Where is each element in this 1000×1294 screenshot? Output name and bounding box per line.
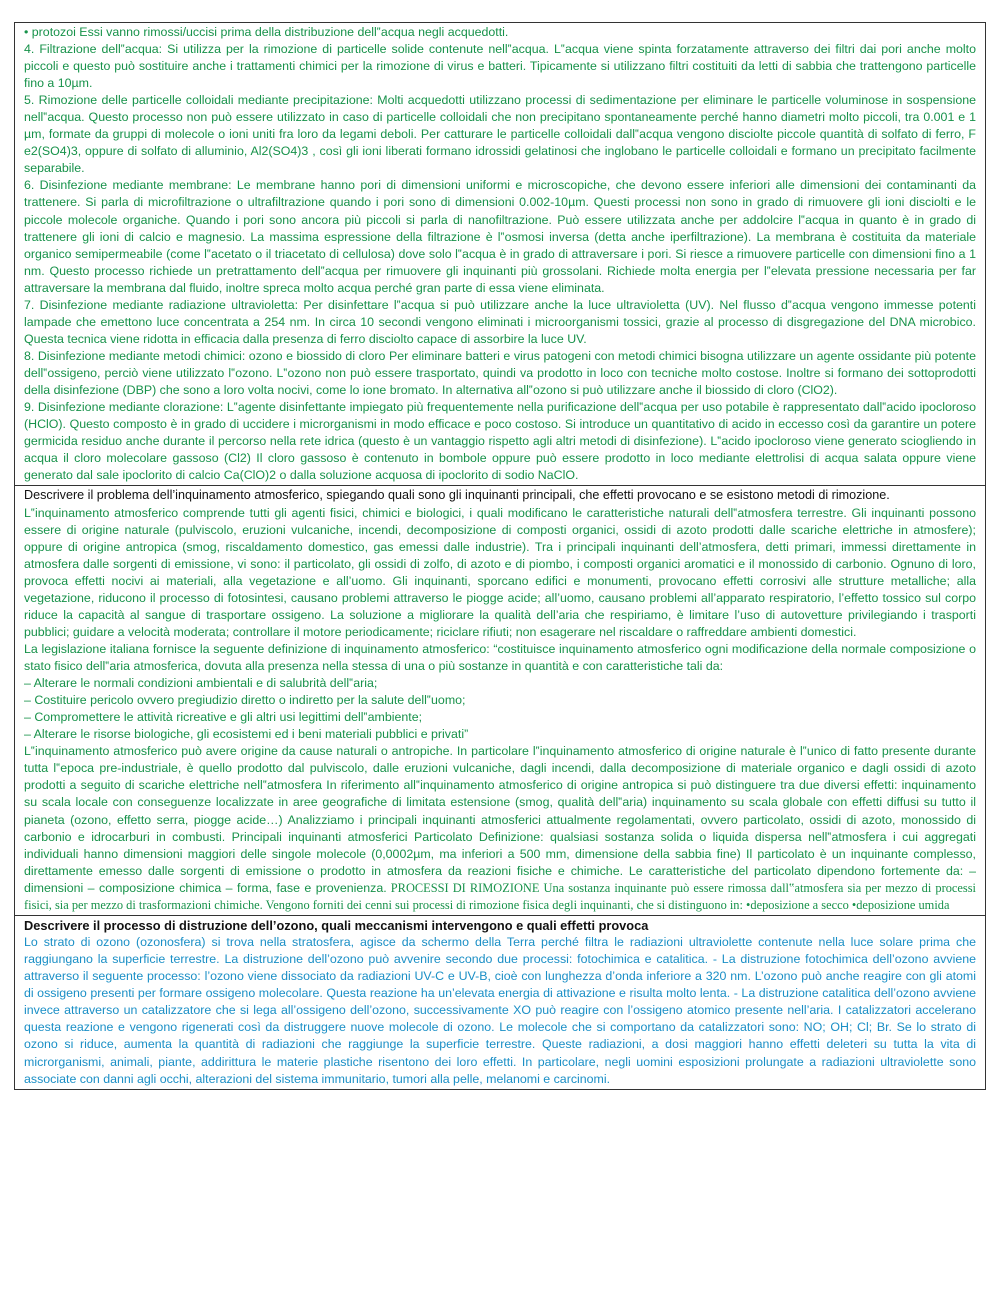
answer-paragraph: • protozoi Essi vanno rimossi/uccisi prima della distribuzione dell‟acqua negli acquedotti. xyxy=(24,25,509,39)
answers-table xyxy=(14,22,986,1090)
document-page xyxy=(14,22,986,1090)
answer-paragraph: 4. Filtrazione dell‟acqua: Si utilizza per la rimozione di particelle solide contenute nell‟acqua. L‟acqua viene spinta forzatamente attraverso dei filtri dai pori anche molto piccoli e questo può sostituire anche i trattamenti chimici per la rimozione di virus e batteri. Tipicamente si utilizzano filtri costituiti da letti di sabbia che trattengono particelle fino a 10µm. xyxy=(24,42,976,91)
table-row xyxy=(15,486,986,916)
list-item: – Alterare le risorse biologiche, gli ecosistemi ed i beni materiali pubblici e privati” xyxy=(24,727,469,742)
answer-paragraph: 6. Disinfezione mediante membrane: Le membrane hanno pori di dimensioni uniformi e microscopiche, che devono essere inferiori alle dimensioni dei contaminanti da trattenere. Si parla di microfiltrazione o ultrafiltrazione quando i pori sono di dimensioni 0.002-10µm. Questi processi non sono in grado di rimuovere gli ioni disciolti e le piccole molecole organiche. Quando i pori sono ancora più piccoli si parla di nanofiltrazione. Può essere utilizzata anche per addolcire l‟acqua in quanto è in grado di trattenere gli ioni di calcio e magnesio. La massima espressione della filtrazione è l‟osmosi inversa (detta anche iperfiltrazione). La membrana è costituita da materiale organico semipermeabile (come l‟acetato o il triacetato di cellulosa) dove solo l‟acqua è in grado di attraversare i pori. Si riesce a rimuovere particelle con dimensioni fino a 1 nm. Questo processo richiede un pretrattamento dell‟acqua per rimuovere gli inquinanti più grossolani. Richiede molta energia per l‟elevata pressione necessaria per far attraversare la membrana dal fluido, inoltre spreca molto acqua perché gran parte di essa viene eliminata. xyxy=(24,178,976,295)
ozone-cell xyxy=(15,915,986,1089)
removal-processes-text: PROCESSI DI RIMOZIONE Una sostanza inquinante può essere rimossa dall‟atmosfera sia per mezzo di processi fisici, sia per mezzo di trasformazioni chimiche. Vengono forniti dei cenni sui processi di rimozione fisica degli inquinanti, che si distinguono in: •deposizione a secco •deposizione umida xyxy=(24,880,976,912)
question-heading: Descrivere il problema dell’inquinamento atmosferico, spiegando quali sono gli inquinanti principali, che effetti provocano e se esistono metodi di rimozione. xyxy=(24,488,890,503)
answer-paragraph: La legislazione italiana fornisce la seguente definizione di inquinamento atmosferico: “costituisce inquinamento atmosferico ogni modificazione della normale composizione o stato fisico dell‟aria atmosferica, dovuta alla presenza nella stessa di una o più sostanze in quantità e con caratteristiche tali da: xyxy=(24,642,976,674)
answer-paragraph: 8. Disinfezione mediante metodi chimici: ozono e biossido di cloro Per eliminare batteri e virus patogeni con metodi chimici bisogna utilizzare un agente ossidante più potente dell‟ossigeno, perciò viene utilizzato l‟ozono. L‟ozono non può essere trasportato, quindi va prodotto in loco con tecniche molto costose. Inoltre si formano dei sottoprodotti della disinfezione (DBP) che sono a loro volta nocivi, come lo ione bromato. In alternativa all‟ozono si può utilizzare anche il biossido di cloro (ClO2). xyxy=(24,348,976,397)
answer-paragraph: Lo strato di ozono (ozonosfera) si trova nella stratosfera, agisce da schermo della Terra perché filtra le radiazioni ultraviolette contenute nella luce solare prima che raggiungano la superficie terrestre. La distruzione dell’ozono può avvenire secondo due processi: fotochimica e catalitica. - La distruzione fotochimica dell’ozono avviene attraverso il seguente processo: l’ozono viene dissociato da radiazioni UV-C e UV-B, cioè con lunghezza d’onda inferiore a 320 nm. L’ozono può anche reagire con gli atomi di ossigeno presenti per formare ossigeno molecolare. Questa reazione ha un’elevata energia di attivazione e risulta molto lenta. - La distruzione catalitica dell’ozono avviene invece attraverso un catalizzatore che si lega all’ossigeno dell’ozono, successivamente XO può reagire con l’ossigeno atomico presente nell’aria. I catalizzatori accelerano questa reazione e vengono rigenerati così da distruggere nuove molecole di ozono. Le molecole che si comportano da catalizzatori sono: NO; OH; Cl; Br. Se lo strato di ozono si riduce, aumenta la quantità di radiazioni che raggiunge la superficie terrestre. Queste radiazioni, a dosi maggiori hanno effetti deleteri su tutta la vita di microrganismi, animali, piante, addirittura le materie plastiche risentono dei loro effetti. In particolare, negli uomini esposizioni prolungate a radiazioni ultraviolette sono associate con danni agli occhi, alterazioni del sistema immunitario, tumori alla pelle, melanomi e carcinomi. xyxy=(24,935,976,1086)
list-item: – Alterare le normali condizioni ambientali e di salubrità dell‟aria; xyxy=(24,676,378,691)
table-row xyxy=(15,915,986,1089)
list-item: – Costituire pericolo ovvero pregiudizio diretto o indiretto per la salute dell‟uomo; xyxy=(24,693,466,708)
answer-paragraph: 5. Rimozione delle particelle colloidali mediante precipitazione: Molti acquedotti utilizzano processi di sedimentazione per eliminare le particelle voluminose in sospensione nell‟acqua. Questo processo non può essere utilizzato in caso di particelle colloidali che non precipitano spontaneamente perché hanno diametri molto piccoli, tra 0.001 e 1 µm, formate da gruppi di molecole o ioni uniti fra loro da legami deboli. Per catturare le particelle colloidali dall‟acqua vengono disciolte piccole quantità di solfato di ferro, F e2(SO4)3, oppure di solfato di alluminio, Al2(SO4)3 , così gli ioni liberati formano idrossidi gelatinosi che inglobano le particelle colloidali e formano un precipitato facilmente separabile. xyxy=(24,93,976,176)
water-treatment-cell xyxy=(15,23,986,486)
answer-paragraph: L‟inquinamento atmosferico comprende tutti gli agenti fisici, chimici e biologici, i quali modificano le caratteristiche naturali dell‟atmosfera terrestre. Gli inquinanti possono essere di origine naturale (pulviscolo, eruzioni vulcaniche, incendi, decomposizione di composti organici, ossidi di azoto prodotti dalle scariche elettriche in atmosfere); oppure di origine antropica (smog, riscaldamento domestico, gas emessi dalle industrie). Tra i principali inquinanti dell’atmosfera, detti primari, immessi direttamente in atmosfera dalle sorgenti di emissione, vi sono: il particolato, gli ossidi di zolfo, di azoto e di piombo, i composti organici aromatici e il monossido di carbonio. Ognuno di loro, provoca effetti nocivi ai materiali, alla vegetazione e all’uomo. Gli inquinanti, sporcano edifici e monumenti, provocano effetti corrosivi alle strutture metalliche; alla vegetazione, riducono il processo di fotosintesi, causano problemi attraverso le piogge acide; all’uomo, causano problemi all’apparato respiratorio, l’effetto tossico sul corpo riduce la capacità al sangue di trasportare ossigeno. La soluzione a migliorare la qualità dell’aria che respiriamo, è limitare l’uso di autovetture privilegiando i trasporti pubblici; guidare a velocità moderata; controllare il motore periodicamente; riciclare rifiuti; non esagerare nel riscaldare o raffreddare ambienti domestici. xyxy=(24,505,976,639)
table-row xyxy=(15,23,986,486)
list-item: – Compromettere le attività ricreative e gli altri usi legittimi dell‟ambiente; xyxy=(24,710,423,725)
answer-paragraph: 7. Disinfezione mediante radiazione ultravioletta: Per disinfettare l‟acqua si può utilizzare anche la luce ultravioletta (UV). Nel flusso d‟acqua vengono immesse potenti lampade che emettono luce concentrata a 254 nm. In circa 10 secondi vengono eliminati i microorganismi tossici, grazie al processo di disgregazione del DNA microbico. Questa tecnica viene ridotta in efficacia dalla presenza di ferro disciolto capace di assorbire la luce UV. xyxy=(24,297,976,346)
answer-text: L‟inquinamento atmosferico può avere origine da cause naturali o antropiche. In particolare l‟inquinamento atmosferico di origine naturale è l‟unico di fatto presente durante tutta l‟epoca pre-industriale, è quello prodotto dal pulviscolo, dalle eruzioni vulcaniche, dagli incendi, dalla decomposizione di materiale organico e dagli ossidi di azoto prodotti a seguito di scariche elettriche nell‟atmosfera In riferimento all‟inquinamento atmosferico di origine antropica si può distinguere tra due diversi effetti: inquinamento su scala locale con conseguenze localizzate in aree geografiche di limitata estensione (smog, qualità dell‟aria) inquinamento su scala globale con effetti diffusi su tutto il pianeta (ozono, effetto serra, piogge acide…) Analizziamo i principali inquinanti atmosferici attualmente regolamentati, ovvero particolato, ossidi di azoto, monossido di carbonio e idrocarburi in combusti. Principali inquinanti atmosferici Particolato Definizione: qualsiasi sostanza solida o liquida dispersa nell‟atmosfera i cui aggregati individuali hanno dimensioni maggiori delle singole molecole (0,0002µm, ma inferiori a 500 mm, dimensione della sabbia fine) Il particolato è un inquinante complesso, direttamente emesso dalle sorgenti di emissione o prodotto in atmosfera da reazioni fisiche e chimiche. Le caratteristiche del particolato dipendono fortemente da: – dimensioni – composizione chimica – forma, fase e provenienza. xyxy=(24,744,976,895)
answer-paragraph xyxy=(24,743,976,913)
air-pollution-cell xyxy=(15,486,986,916)
answer-paragraph: 9. Disinfezione mediante clorazione: L‟agente disinfettante impiegato più frequentemente nella purificazione dell‟acqua per uso potabile è rappresentato dall‟acido ipocloroso (HClO). Questo composto è in grado di uccidere i microrganismi in modo efficace e poco costoso. Si introduce un quantitativo di acido in eccesso così da garantire un potere germicida residuo anche durante il percorso nella rete idrica (questo è un vantaggio rispetto agli altri metodi di disinfezione). L‟acido ipocloroso viene generato sciogliendo in acqua il cloro molecolare gassoso (Cl2) Il cloro gassoso è contenuto in bombole oppure può essere prodotto in loco mediante elettrolisi di acqua salata oppure viene generato dal sale ipoclorito di calcio Ca(ClO)2 o dalla soluzione acquosa di ipoclorito di sodio NaClO. xyxy=(24,400,976,483)
question-heading: Descrivere il processo di distruzione dell’ozono, quali meccanismi intervengono e quali effetti provoca xyxy=(24,917,649,933)
